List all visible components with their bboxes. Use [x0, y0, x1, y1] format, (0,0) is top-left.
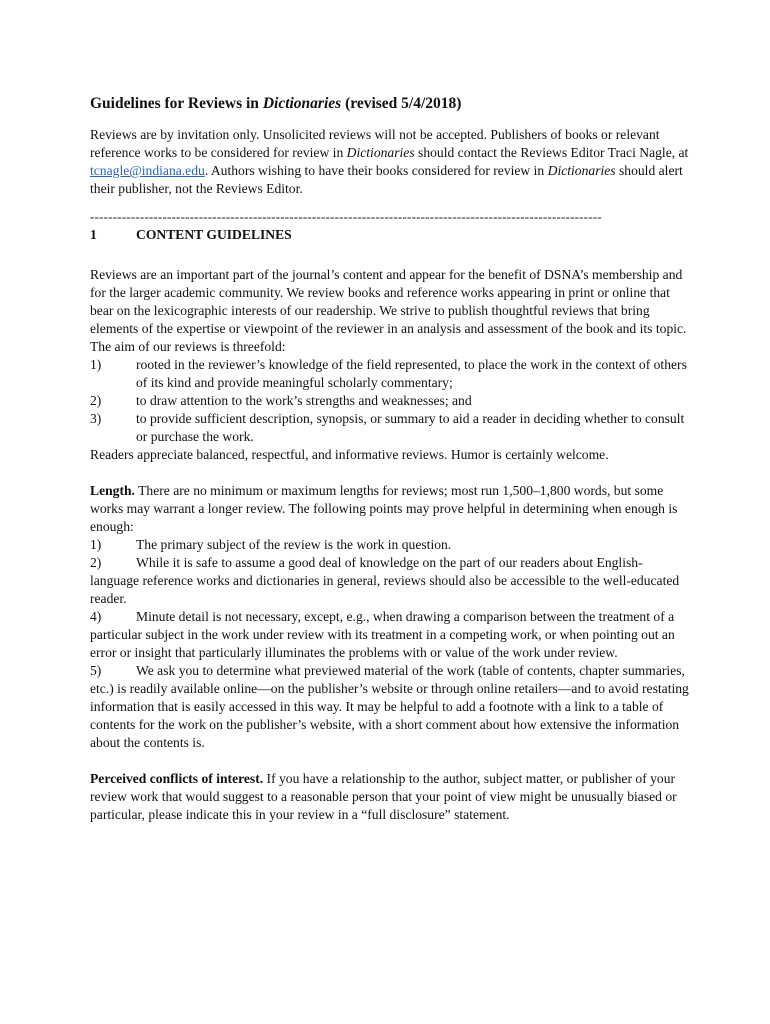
content-guidelines-block [90, 266, 690, 464]
content-outro: Readers appreciate balanced, respectful, and informative reviews. Humor is certainly welcome. [90, 447, 609, 462]
list-item: 1) The primary subject of the review is the work in question. [90, 537, 452, 552]
list-item: 1) rooted in the reviewer’s knowledge of the field represented, to place the work in the context of others of its kind and provide meaningful scholarly commentary; [90, 357, 687, 390]
dashed-divider: ----------------------------------------------------------------------------------------------------------------- [90, 212, 602, 222]
intro-paragraph: Reviews are by invitation only. Unsolicited reviews will not be accepted. Publishers of books or relevant reference works to be considered for review in Dictionaries should contact the Reviews Editor Traci Nagle, at tcnagle@indiana.edu. Authors wishing to have their books considered for review in Dictionaries should alert their publisher, not the Reviews Editor. [90, 127, 689, 196]
editor-email-link[interactable]: tcnagle@indiana.edu [90, 163, 205, 178]
page-title: Guidelines for Reviews in Dictionaries (revised 5/4/2018) [90, 95, 462, 112]
document-body [90, 94, 690, 842]
list-item: 2) to draw attention to the work’s strengths and weaknesses; and [90, 393, 472, 408]
section-heading: 1 CONTENT GUIDELINES [90, 227, 292, 242]
content-intro: Reviews are an important part of the journal’s content and appear for the benefit of DSNA’s membership and for the larger academic community. We review books and reference works appearing in print or online that bear on the lexicographic interests of our readership. We strive to publish thoughtful reviews that bring elements of the expertise or viewpoint of the reviewer in an analysis and assessment of the book and its topic. The aim of our reviews is threefold: [90, 267, 687, 354]
list-item: 3) to provide sufficient description, synopsis, or summary to aid a reader in deciding whether to consult or purchase the work. [90, 411, 685, 444]
aims-list [90, 356, 690, 446]
length-block [90, 482, 690, 752]
conflicts-block [90, 770, 690, 824]
list-item: 2) While it is safe to assume a good deal of knowledge on the part of our readers about English-language reference works and dictionaries in general, reviews should also be accessible to the well-educated reader. [90, 555, 680, 606]
length-paragraph: Length. There are no minimum or maximum lengths for reviews; most run 1,500–1,800 words, but some works may warrant a longer review. The following points may prove helpful in determining when enough is enough: [90, 483, 678, 534]
list-item: 4) Minute detail is not necessary, except, e.g., when drawing a comparison between the treatment of a particular subject in the work under review with its treatment in a competing work, or when pointing out an error or insight that particularly illuminates the problems with or value of the work under review. [90, 609, 675, 660]
list-item: 5) We ask you to determine what previewed material of the work (table of contents, chapter summaries, etc.) is readily available online—on the publisher’s website or through online retailers—and to avoid restating information that is easily accessed in this way. It may be helpful to add a footnote with a link to a table of contents for the work on the publisher’s website, with a short comment about how extensive the information about the contents is. [90, 663, 689, 750]
conflicts-paragraph: Perceived conflicts of interest. If you have a relationship to the author, subject matter, or publisher of your review work that would suggest to a reasonable person that your point of view might be unusually biased or particular, please indicate this in your review in a “full disclosure” statement. [90, 771, 677, 822]
